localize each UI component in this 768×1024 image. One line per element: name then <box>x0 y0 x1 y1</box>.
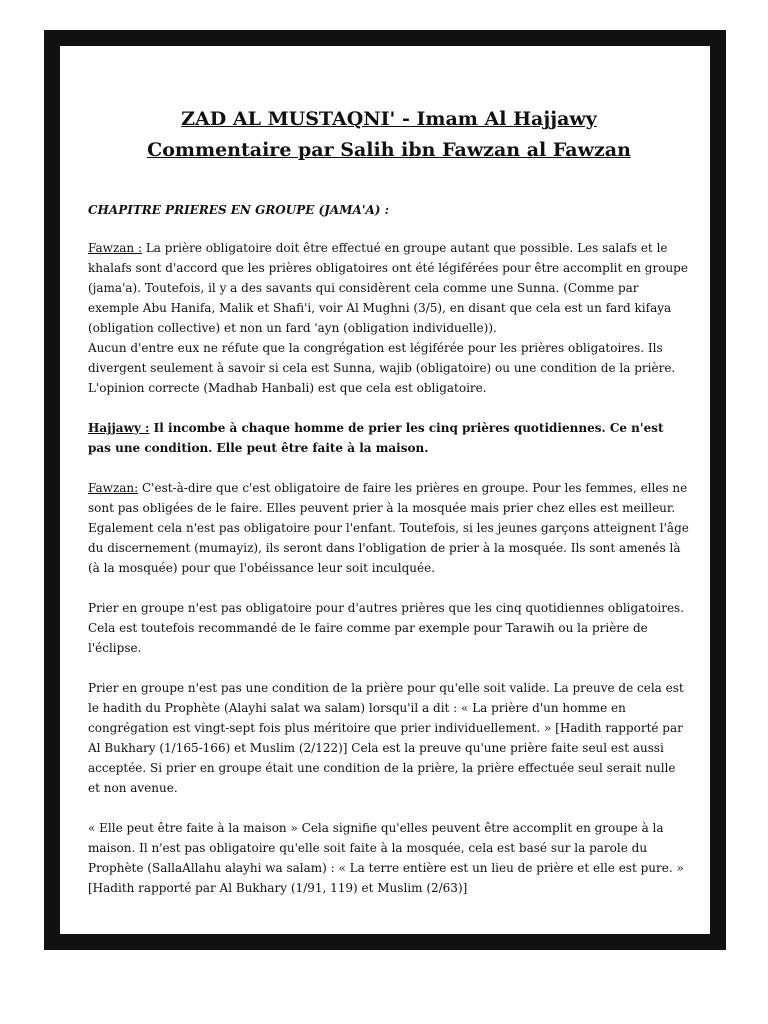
paragraph-condition: Prier en groupe n'est pas une condition de la prière pour qu'elle soit valide. La preuve de cela est le hadith du Prophète (Alayhi salat wa salam) lorsqu'il a dit : « La prière d'un homme en congrégation est vingt-sept fois plus méritoire que prier individuellement. » [Hadith rapporté par Al Bukhary (1/165-166) et Muslim (2/122)] Cela est la preuve qu'une prière faite seul est aussi acceptée. Si prier en groupe était une condition de la prière, la prière effectuée seul serait nulle et non avenue. <box>88 681 684 795</box>
paragraph-fawzan-1 <box>88 238 690 398</box>
page-body <box>60 46 710 934</box>
paragraph-text-continued: Aucun d'entre eux ne réfute que la congrégation est légiférée pour les prières obligatoires. Ils divergent seulement à savoir si cela est Sunna, wajib (obligatoire) ou une condition de la prière. L'opinion correcte (Madhab Hanbali) est que cela est obligatoire. <box>88 341 676 395</box>
paragraph-hajjawy <box>88 418 690 458</box>
title-line-2: Commentaire par Salih ibn Fawzan al Fawzan <box>147 139 631 161</box>
document-title <box>88 104 690 166</box>
speaker-label: Fawzan : <box>88 241 142 255</box>
paragraph-fawzan-2 <box>88 478 690 578</box>
paragraph-other-prayers: Prier en groupe n'est pas obligatoire pour d'autres prières que les cinq quotidiennes obligatoires. Cela est toutefois recommandé de le faire comme par exemple pour Tarawih ou la prière de l'éclipse. <box>88 601 685 655</box>
document-content <box>88 104 690 926</box>
chapter-heading: CHAPITRE PRIERES EN GROUPE (JAMA'A) : <box>88 203 390 217</box>
paragraph-text: Il incombe à chaque homme de prier les cinq prières quotidiennes. Ce n'est pas une condition. Elle peut être faite à la maison. <box>88 421 664 455</box>
paragraph-text: La prière obligatoire doit être effectué en groupe autant que possible. Les salafs et le khalafs sont d'accord que les prières obligatoires ont été légiférées pour être accomplit en groupe (jama'a). Toutefois, il y a des savants qui considèrent cela comme une Sunna. (Comme par exemple Abu Hanifa, Malik et Shafi'i, voir Al Mughni (3/5), en disant que cela est un fard kifaya (obligation collective) et non un fard 'ayn (obligation individuelle)). <box>88 241 688 335</box>
speaker-label: Hajjawy : <box>88 421 150 435</box>
paragraph-at-home: « Elle peut être faite à la maison » Cela signifie qu'elles peuvent être accomplit en groupe à la maison. Il n'est pas obligatoire qu'elle soit faite à la mosquée, cela est basé sur la parole du Prophète (SallaAllahu alayhi wa salam) : « La terre entière est un lieu de prière et elle est pure. » [Hadith rapporté par Al Bukhary (1/91, 119) et Muslim (2/63)] <box>88 821 684 895</box>
paragraph-text: C'est-à-dire que c'est obligatoire de faire les prières en groupe. Pour les femmes, elles ne sont pas obligées de le faire. Elles peuvent prier à la mosquée mais prier chez elles est meilleur. Egalement cela n'est pas obligatoire pour l'enfant. Toutefois, si les jeunes garçons atteignent l'âge du discernement (mumayiz), ils seront dans l'obligation de prier à la mosquée. Ils sont amenés là (à la mosquée) pour que l'obéissance leur soit inculquée. <box>88 481 689 575</box>
page-border-frame <box>44 30 726 950</box>
speaker-label: Fawzan: <box>88 481 139 495</box>
title-line-1: ZAD AL MUSTAQNI' - Imam Al Hajjawy <box>181 108 597 130</box>
